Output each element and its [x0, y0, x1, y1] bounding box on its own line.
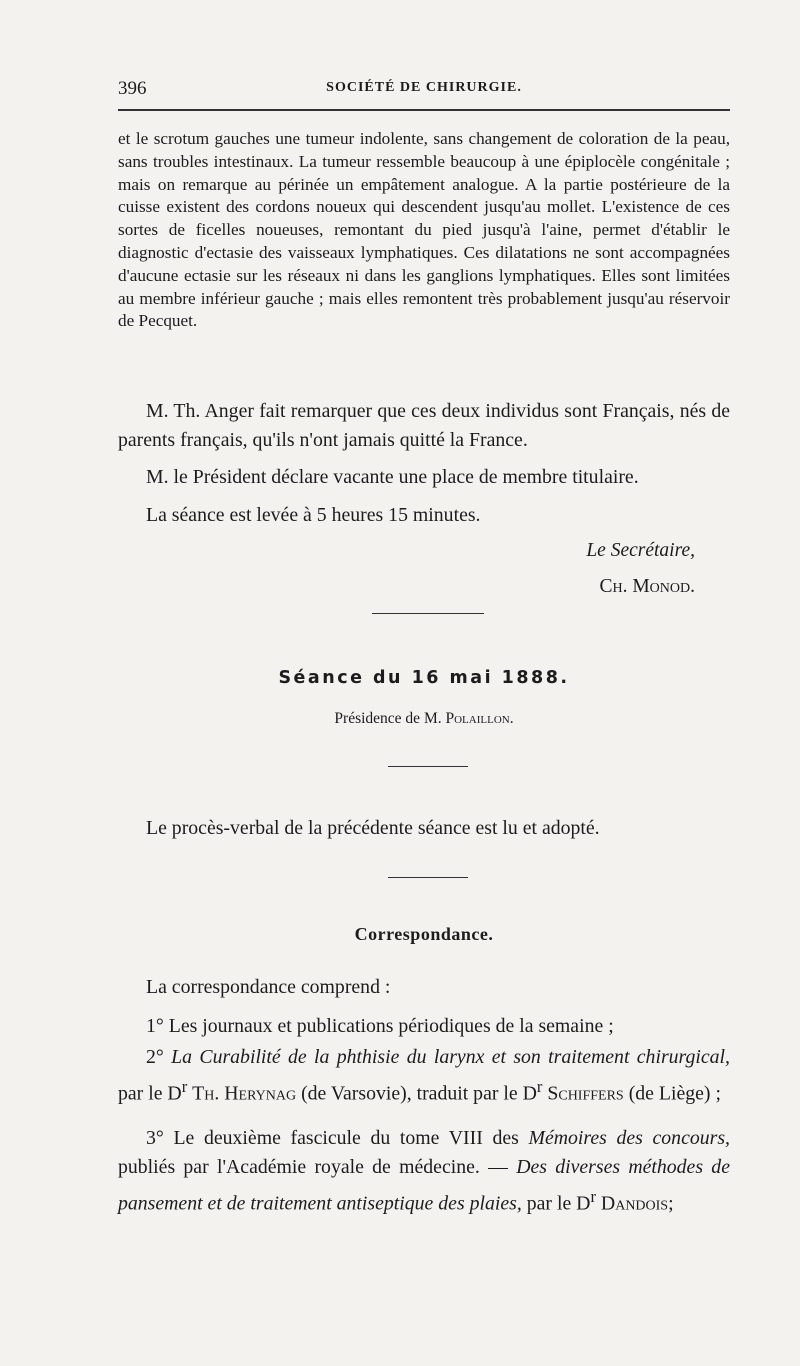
president-name: Polaillon. [445, 710, 514, 727]
author-herynag: Th. Herynag [192, 1082, 297, 1105]
paragraph-president-vacancy: M. le Président déclare vacante une place de membre titulaire. [146, 466, 639, 488]
correspondance-rule [388, 877, 468, 878]
signature-role: Le Secrétaire, [586, 540, 695, 561]
paragraph-anger-remark: M. Th. Anger fait remarquer que ces deux individus sont Français, nés de parents français, qu'ils n'ont jamais quitté la France. [118, 400, 730, 451]
correspondance-item-1: 1° Les journaux et publications périodiques de la semaine ; [146, 1015, 614, 1037]
correspondance-item-2: 2° La Curabilité de la phthisie du larynx et son traitement chirurgical, par le $D^r$ Th. Herynag (de Varsovie), traduit par le $D^r$ Schiffers (de Liège) ; [118, 1046, 730, 1105]
header-rule [118, 109, 730, 111]
section-title-correspondance: Correspondance. [354, 924, 494, 944]
presidency-prefix: Présidence de M. [334, 710, 442, 727]
presidency-line [118, 710, 730, 728]
correspondance-item-3: 3° Le deuxième fascicule du tome VIII des Mémoires des concours, publiés par l'Académie royale de médecine. — Des diverses méthodes de pansement et de traitement antiseptique des plaies, par le $D^r$ Dandois; [118, 1127, 730, 1215]
running-header [118, 78, 730, 100]
paragraph-minutes-adopted: Le procès-verbal de la précédente séance est lu et adopté. [146, 817, 600, 839]
paragraph-session-closed: La séance est levée à 5 heures 15 minutes. [146, 504, 481, 526]
book-title-curabilite: La Curabilité de la phthisie du larynx et son traitement chirurgical, [171, 1046, 730, 1068]
translator-schiffers: Schiffers [547, 1082, 624, 1105]
correspondance-intro: La correspondance comprend : [146, 976, 391, 998]
page-number: 396 [118, 78, 147, 99]
paragraph-case-description: et le scrotum gauches une tumeur indolente, sans changement de coloration de la peau, sans troubles intestinaux. La tumeur ressemble beaucoup à une épiplocèle congénitale ; mais on remarque au périnée un empâtement analogue. A la partie postérieure de la cuisse existent des cordons noueux qui descendent jusqu'au mollet. L'existence de ces sortes de ficelles noueuses, remontant du pied jusqu'à l'aine, permet d'établir le diagnostic d'ectasie des vaisseaux lymphatiques. Ces dilatations ne sont accompagnées d'aucune ectasie sur les réseaux ni dans les ganglions lymphatiques. Elles sont limitées au membre inférieur gauche ; mais elles remontent très probablement jusqu'au réservoir de Pecquet. [118, 129, 730, 331]
session-rule [388, 766, 468, 767]
signature-name: Ch. Monod. [599, 576, 695, 597]
book-title-memoires: Mémoires des concours, [528, 1127, 730, 1149]
section-rule [372, 613, 484, 614]
book-title-methodes: Des diverses méthodes de pansement et de traitement antiseptique des plaies, [118, 1156, 730, 1215]
author-dandois: Dandois [600, 1192, 669, 1215]
running-title: SOCIÉTÉ DE CHIRURGIE. [326, 80, 522, 95]
session-title: Séance du 16 mai 1888. [278, 668, 570, 688]
